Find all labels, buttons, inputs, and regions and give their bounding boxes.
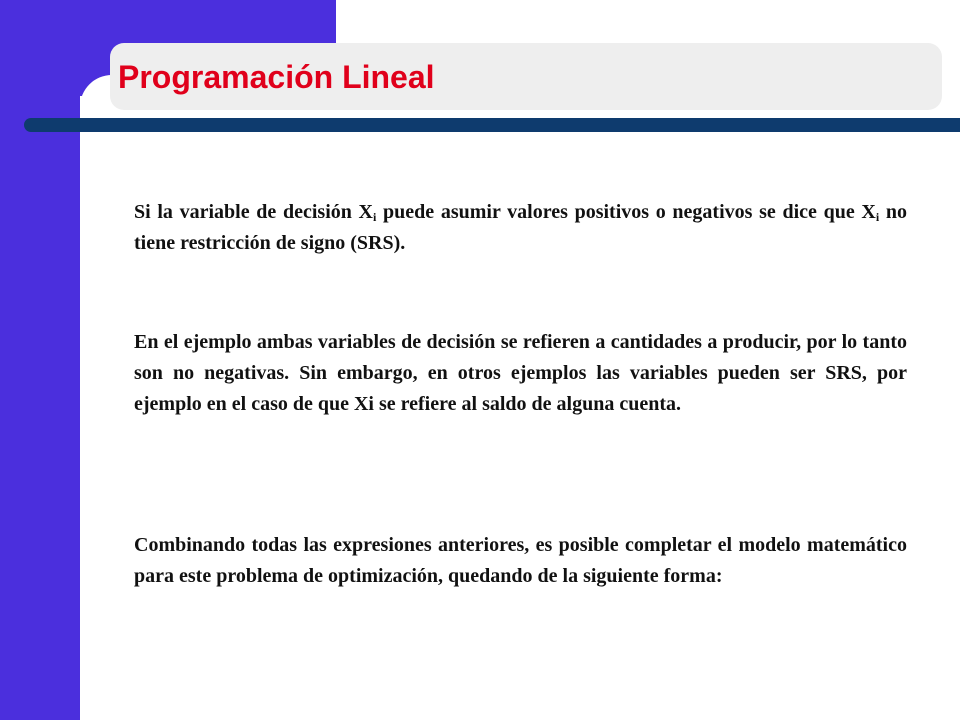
left-sidebar-band [0,0,80,720]
paragraph-1-text-c: no tiene restricción de signo (SRS). [134,201,907,254]
paragraph-srs-definition [134,197,907,259]
paragraph-1-text-b: puede asumir valores positivos o negativos se dice que X [376,201,876,223]
paragraph-1-text-a: Si la variable de decisión X [134,201,373,223]
paragraph-conclusion: Combinando todas las expresiones anteriores, es posible completar el modelo matemático para este problema de optimización, quedando de la siguiente forma: [134,534,907,587]
subscript-i: i [373,210,377,224]
subscript-i: i [875,210,880,224]
title-underline-rule [24,118,960,132]
slide-title: Programación Lineal [118,59,435,95]
paragraph-example: En el ejemplo ambas variables de decisión se refieren a cantidades a producir, por lo tanto son no negativas. Sin embargo, en otros ejemplos las variables pueden ser SRS, por ejemplo en el caso de que Xi se refiere al saldo de alguna cuenta. [134,331,907,415]
